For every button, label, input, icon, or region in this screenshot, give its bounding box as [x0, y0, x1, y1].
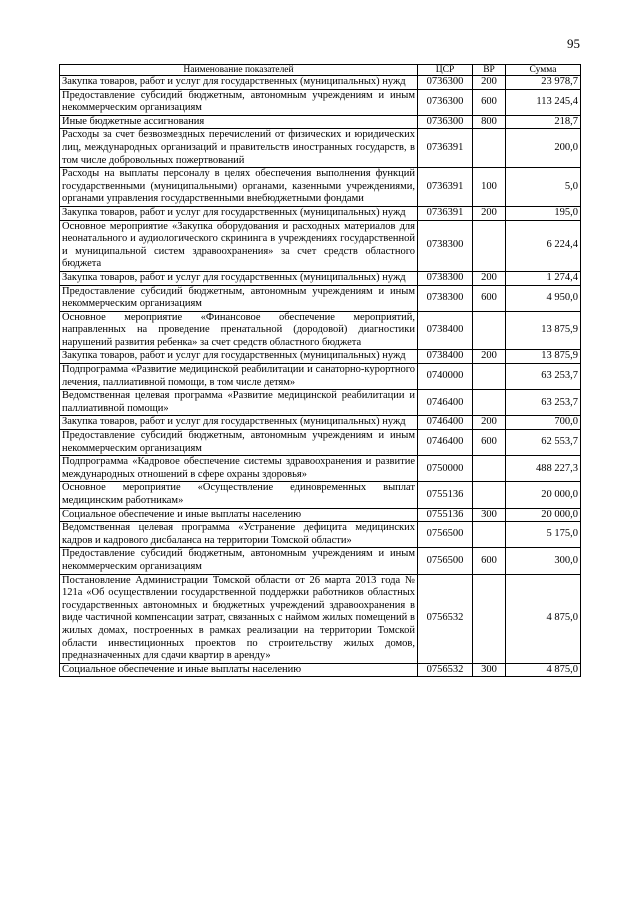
- row-vr-cell: [473, 311, 506, 350]
- table-row: [60, 548, 581, 574]
- row-name-cell: Расходы за счет безвозмездных перечислений от физических и юридических лиц, международных организаций и правительств иностранных государств, в том числе добровольных пожертвований: [60, 129, 418, 168]
- row-csr-cell: 0738300: [418, 271, 473, 285]
- row-vr-cell: 600: [473, 430, 506, 456]
- row-vr-cell: [473, 220, 506, 271]
- row-vr-cell: 600: [473, 285, 506, 311]
- row-sum-cell: 4 875,0: [506, 574, 581, 663]
- table-row: [60, 574, 581, 663]
- table-row: [60, 168, 581, 207]
- row-sum-cell: 4 950,0: [506, 285, 581, 311]
- row-name-cell: Предоставление субсидий бюджетным, автономным учреждениям и иным некоммерческим организациям: [60, 89, 418, 115]
- row-sum-cell: 13 875,9: [506, 350, 581, 364]
- row-name-cell: Иные бюджетные ассигнования: [60, 115, 418, 129]
- row-sum-cell: 5 175,0: [506, 522, 581, 548]
- row-sum-cell: 63 253,7: [506, 390, 581, 416]
- row-name-cell: Основное мероприятие «Финансовое обеспечение мероприятий, направленных на проведение пренатальной (дородовой) диагностики нарушений развития ребенка» за счет средств областного бюджета: [60, 311, 418, 350]
- row-vr-cell: 200: [473, 271, 506, 285]
- row-csr-cell: 0736300: [418, 89, 473, 115]
- row-name-cell: Закупка товаров, работ и услуг для государственных (муниципальных) нужд: [60, 416, 418, 430]
- row-vr-cell: [473, 364, 506, 390]
- row-csr-cell: 0756532: [418, 663, 473, 677]
- header-vr: ВР: [473, 65, 506, 76]
- row-csr-cell: 0755136: [418, 482, 473, 508]
- row-csr-cell: 0746400: [418, 416, 473, 430]
- row-name-cell: Подпрограмма «Кадровое обеспечение системы здравоохранения и развитие международных отношений в сфере охраны здоровья»: [60, 456, 418, 482]
- row-name-cell: Социальное обеспечение и иные выплаты населению: [60, 663, 418, 677]
- row-sum-cell: 13 875,9: [506, 311, 581, 350]
- table-row: [60, 482, 581, 508]
- row-sum-cell: 5,0: [506, 168, 581, 207]
- row-sum-cell: 200,0: [506, 129, 581, 168]
- table-row: [60, 416, 581, 430]
- row-vr-cell: 200: [473, 76, 506, 90]
- row-vr-cell: 100: [473, 168, 506, 207]
- row-sum-cell: 20 000,0: [506, 482, 581, 508]
- row-name-cell: Постановление Администрации Томской области от 26 марта 2013 года № 121а «Об осуществлении государственной поддержки работников областных государственных автономных и бюджетных учреждений здравоохранения в виде частичной компенсации затрат, связанных с наймом жилых помещений в жилых домах, построенных в рамках реализации на территории Томской области инвестиционных проектов по строительству жилых домов, предназначенных для сдачи квартир в аренду»: [60, 574, 418, 663]
- row-name-cell: Подпрограмма «Развитие медицинской реабилитации и санаторно-курортного лечения, паллиативной помощи, в том числе детям»: [60, 364, 418, 390]
- row-vr-cell: 300: [473, 663, 506, 677]
- table-row: [60, 508, 581, 522]
- row-csr-cell: 0746400: [418, 390, 473, 416]
- row-vr-cell: 800: [473, 115, 506, 129]
- row-sum-cell: 20 000,0: [506, 508, 581, 522]
- row-csr-cell: 0738400: [418, 311, 473, 350]
- row-sum-cell: 62 553,7: [506, 430, 581, 456]
- row-csr-cell: 0756532: [418, 574, 473, 663]
- row-csr-cell: 0736391: [418, 206, 473, 220]
- table-row: [60, 271, 581, 285]
- row-csr-cell: 0736300: [418, 76, 473, 90]
- table-row: [60, 663, 581, 677]
- row-sum-cell: 300,0: [506, 548, 581, 574]
- header-csr: ЦСР: [418, 65, 473, 76]
- table-row: [60, 89, 581, 115]
- row-name-cell: Предоставление субсидий бюджетным, автономным учреждениям и иным некоммерческим организациям: [60, 548, 418, 574]
- table-body: [60, 76, 581, 677]
- row-sum-cell: 6 224,4: [506, 220, 581, 271]
- row-vr-cell: 200: [473, 206, 506, 220]
- row-vr-cell: [473, 574, 506, 663]
- row-vr-cell: 300: [473, 508, 506, 522]
- row-name-cell: Закупка товаров, работ и услуг для государственных (муниципальных) нужд: [60, 76, 418, 90]
- row-csr-cell: 0738300: [418, 285, 473, 311]
- row-vr-cell: [473, 390, 506, 416]
- row-csr-cell: 0755136: [418, 508, 473, 522]
- header-name: Наименование показателей: [60, 65, 418, 76]
- row-csr-cell: 0746400: [418, 430, 473, 456]
- table-row: [60, 364, 581, 390]
- row-sum-cell: 4 875,0: [506, 663, 581, 677]
- row-name-cell: Предоставление субсидий бюджетным, автономным учреждениям и иным некоммерческим организациям: [60, 430, 418, 456]
- row-vr-cell: [473, 129, 506, 168]
- row-csr-cell: 0756500: [418, 522, 473, 548]
- row-name-cell: Социальное обеспечение и иные выплаты населению: [60, 508, 418, 522]
- table-row: [60, 390, 581, 416]
- row-sum-cell: 1 274,4: [506, 271, 581, 285]
- row-name-cell: Предоставление субсидий бюджетным, автономным учреждениям и иным некоммерческим организациям: [60, 285, 418, 311]
- row-vr-cell: [473, 456, 506, 482]
- row-name-cell: Расходы на выплаты персоналу в целях обеспечения выполнения функций государственными (муниципальными) органами, казенными учреждениями, органами управления государственными внебюджетными фондами: [60, 168, 418, 207]
- row-name-cell: Закупка товаров, работ и услуг для государственных (муниципальных) нужд: [60, 206, 418, 220]
- row-vr-cell: 200: [473, 416, 506, 430]
- row-csr-cell: 0738300: [418, 220, 473, 271]
- row-csr-cell: 0756500: [418, 548, 473, 574]
- table-row: [60, 522, 581, 548]
- table-header-row: [60, 65, 581, 76]
- row-vr-cell: 600: [473, 548, 506, 574]
- table-row: [60, 220, 581, 271]
- header-sum: Сумма: [506, 65, 581, 76]
- row-vr-cell: 200: [473, 350, 506, 364]
- table-row: [60, 206, 581, 220]
- row-name-cell: Основное мероприятие «Закупка оборудования и расходных материалов для неонатального и аудиологического скрининга в учреждениях государственной и муниципальной систем здравоохранения» за счет средств областного бюджета: [60, 220, 418, 271]
- row-vr-cell: [473, 482, 506, 508]
- page-number: 95: [567, 36, 580, 51]
- table-row: [60, 115, 581, 129]
- row-name-cell: Закупка товаров, работ и услуг для государственных (муниципальных) нужд: [60, 350, 418, 364]
- row-csr-cell: 0736391: [418, 168, 473, 207]
- row-csr-cell: 0736391: [418, 129, 473, 168]
- row-name-cell: Закупка товаров, работ и услуг для государственных (муниципальных) нужд: [60, 271, 418, 285]
- table-row: [60, 456, 581, 482]
- row-sum-cell: 195,0: [506, 206, 581, 220]
- row-name-cell: Основное мероприятие «Осуществление единовременных выплат медицинским работникам»: [60, 482, 418, 508]
- row-csr-cell: 0736300: [418, 115, 473, 129]
- table-row: [60, 430, 581, 456]
- row-name-cell: Ведомственная целевая программа «Устранение дефицита медицинских кадров и кадрового дисбаланса на территории Томской области»: [60, 522, 418, 548]
- table-row: [60, 76, 581, 90]
- row-sum-cell: 488 227,3: [506, 456, 581, 482]
- table-row: [60, 311, 581, 350]
- row-sum-cell: 113 245,4: [506, 89, 581, 115]
- row-vr-cell: 600: [473, 89, 506, 115]
- row-csr-cell: 0750000: [418, 456, 473, 482]
- row-vr-cell: [473, 522, 506, 548]
- table-row: [60, 285, 581, 311]
- row-sum-cell: 700,0: [506, 416, 581, 430]
- row-sum-cell: 63 253,7: [506, 364, 581, 390]
- table-row: [60, 129, 581, 168]
- row-sum-cell: 23 978,7: [506, 76, 581, 90]
- table-row: [60, 350, 581, 364]
- row-csr-cell: 0738400: [418, 350, 473, 364]
- row-csr-cell: 0740000: [418, 364, 473, 390]
- budget-table: [59, 64, 581, 677]
- row-name-cell: Ведомственная целевая программа «Развитие медицинской реабилитации и паллиативной помощи»: [60, 390, 418, 416]
- row-sum-cell: 218,7: [506, 115, 581, 129]
